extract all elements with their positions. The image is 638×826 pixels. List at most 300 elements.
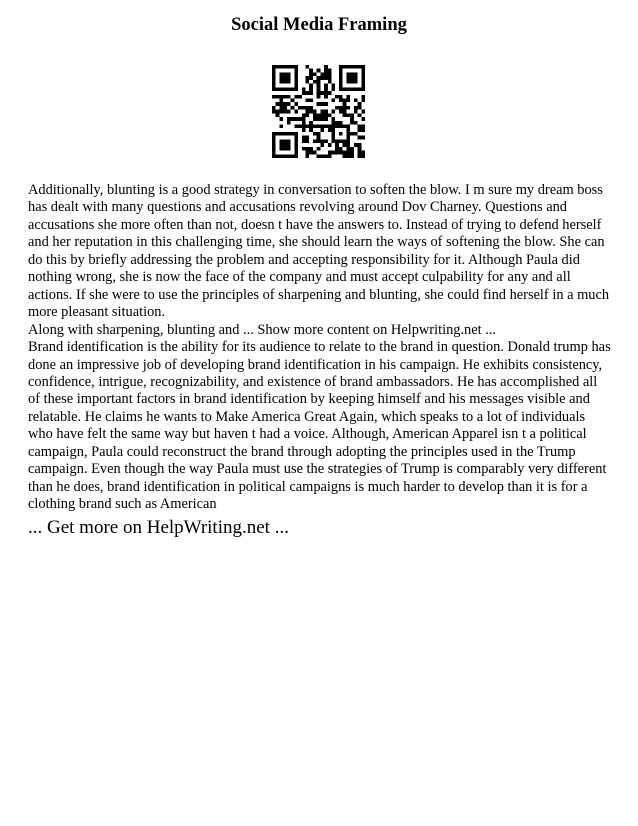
qr-module [328,80,332,84]
qr-module [361,95,365,99]
qr-module [339,72,343,76]
qr-module [291,87,295,91]
qr-module [361,69,365,73]
qr-module [361,136,365,140]
qr-module [339,147,343,151]
qr-module [354,87,358,91]
qr-module [294,87,298,91]
qr-module [309,125,313,129]
qr-module [287,110,291,114]
qr-module [335,151,339,155]
qr-module [339,84,343,88]
qr-module [324,95,328,99]
qr-module [298,95,302,99]
qr-module [354,143,358,147]
qr-module [361,117,365,121]
qr-module [276,132,280,136]
qr-module [279,132,283,136]
qr-module [324,154,328,158]
qr-module [339,121,343,125]
qr-module [317,76,321,80]
qr-module [354,65,358,69]
qr-module [346,80,350,84]
qr-module [361,125,365,129]
qr-module [309,72,313,76]
qr-module [358,136,362,140]
qr-module [279,98,283,102]
qr-module [287,154,291,158]
qr-module [358,102,362,106]
qr-module [346,147,350,151]
qr-module [272,87,276,91]
qr-module [272,110,276,114]
get-more-link[interactable]: ... Get more on HelpWriting.net ... [28,517,289,538]
qr-module [350,154,354,158]
qr-module [305,147,309,151]
qr-module [313,80,317,84]
qr-module [343,113,347,117]
qr-module [346,125,350,129]
qr-module [317,95,321,99]
qr-module [294,139,298,143]
qr-module [324,91,328,95]
qr-module [332,117,336,121]
qr-module [354,121,358,125]
qr-module [272,132,276,136]
qr-module [320,128,324,132]
qr-module [320,91,324,95]
qr-module [324,65,328,69]
qr-code-graphic [272,65,365,158]
qr-module [346,136,350,140]
qr-module [283,102,287,106]
qr-module [328,76,332,80]
qr-module [346,72,350,76]
qr-module [361,151,365,155]
qr-module [294,95,298,99]
qr-module [335,121,339,125]
qr-module [272,76,276,80]
qr-module [361,76,365,80]
qr-module [358,151,362,155]
qr-module [328,128,332,132]
qr-module [339,69,343,73]
qr-module [320,76,324,80]
qr-module [309,84,313,88]
qr-module [317,113,321,117]
qr-module [317,154,321,158]
qr-module [272,80,276,84]
qr-module [276,113,280,117]
qr-module [361,110,365,114]
qr-module [294,72,298,76]
qr-module [283,106,287,110]
qr-module [343,87,347,91]
qr-module [283,143,287,147]
qr-module [283,72,287,76]
qr-module [287,117,291,121]
qr-module [276,87,280,91]
qr-module [339,98,343,102]
qr-module [324,102,328,106]
qr-module [350,80,354,84]
qr-module [272,95,276,99]
qr-module [317,87,321,91]
qr-module [332,84,336,88]
qr-module [317,132,321,136]
qr-module [350,121,354,125]
qr-module [350,76,354,80]
qr-module [332,125,336,129]
qr-module [298,125,302,129]
qr-module [317,139,321,143]
qr-module [339,139,343,143]
qr-module [320,125,324,129]
qr-module [279,76,283,80]
qr-module [358,87,362,91]
qr-module [283,110,287,114]
qr-module [279,110,283,114]
qr-module [294,69,298,73]
qr-module [346,154,350,158]
qr-module [309,121,313,125]
qr-module [294,76,298,80]
qr-module [283,76,287,80]
qr-module [317,69,321,73]
qr-module [279,87,283,91]
qr-module [294,110,298,114]
qr-module [276,65,280,69]
qr-module [346,87,350,91]
qr-module [291,117,295,121]
qr-module [272,147,276,151]
qr-module [320,143,324,147]
qr-module [335,147,339,151]
qr-module [283,139,287,143]
qr-module [302,113,306,117]
qr-module [332,98,336,102]
qr-module [358,143,362,147]
qr-module [294,84,298,88]
qr-module [358,128,362,132]
qr-module [358,147,362,151]
qr-module [294,143,298,147]
qr-module [339,132,343,136]
qr-module [287,72,291,76]
qr-module [309,151,313,155]
qr-module [346,98,350,102]
qr-module [324,87,328,91]
qr-module [346,132,350,136]
qr-module [305,76,309,80]
qr-module [279,154,283,158]
qr-module [302,147,306,151]
qr-module [317,136,321,140]
qr-module [324,117,328,121]
qr-module [279,117,283,121]
qr-module [320,117,324,121]
qr-module [317,117,321,121]
qr-module [343,98,347,102]
qr-module [350,113,354,117]
show-more-link[interactable]: Along with sharpening, blunting and ... Show more content on Helpwriting.net ... [28,321,497,338]
qr-module [350,87,354,91]
qr-module [276,110,280,114]
qr-module [283,154,287,158]
qr-module [339,110,343,114]
qr-module [313,72,317,76]
qr-module [287,143,291,147]
qr-module [279,95,283,99]
qr-module [305,80,309,84]
qr-module [346,76,350,80]
qr-module [305,151,309,155]
qr-module [346,143,350,147]
qr-module [279,106,283,110]
qr-module [272,106,276,110]
qr-module [302,128,306,132]
qr-module [354,72,358,76]
qr-module [302,106,306,110]
qr-module [279,80,283,84]
qr-module [354,132,358,136]
qr-module [279,147,283,151]
qr-module [346,113,350,117]
qr-module [313,110,317,114]
qr-module [283,65,287,69]
qr-module [272,151,276,155]
qr-module [313,117,317,121]
qr-module [309,69,313,73]
qr-module [276,102,280,106]
qr-module [305,125,309,129]
qr-module [287,139,291,143]
qr-module [350,72,354,76]
qr-module [361,72,365,76]
qr-module [302,136,306,140]
qr-module [343,154,347,158]
qr-module [361,154,365,158]
qr-module [324,113,328,117]
qr-module [294,147,298,151]
qr-module [305,110,309,114]
qr-module [324,84,328,88]
qr-module [320,72,324,76]
qr-module [305,136,309,140]
qr-module [358,65,362,69]
qr-module [328,151,332,155]
qr-module [287,80,291,84]
qr-module [317,125,321,129]
qr-module [302,91,306,95]
qr-module [294,117,298,121]
qr-module [294,151,298,155]
paragraph-blunting: Additionally, blunting is a good strategy in conversation to soften the blow. I m sure my dream boss has dealt with many questions and accusations revolving around Dov Charney. Questions and accusations she more often than not, doesn t have the answers to. Instead of trying to defend herself and her reputation in this challenging time, she should learn the ways of softening the blow. She can do this by briefly addressing the problem and accepting responsibility for it. Although Paula did nothing wrong, she is now the face of the company and must accept culpability for any and all actions. If she were to use the principles of sharpening and blunting, she could find herself in a much more pleasant situation. [28,182,610,321]
qr-module [358,154,362,158]
qr-module [287,121,291,125]
qr-module [335,95,339,99]
qr-module [317,84,321,88]
qr-module [328,125,332,129]
qr-module [305,91,309,95]
qr-module [272,136,276,140]
qr-module [279,143,283,147]
qr-module [335,139,339,143]
qr-module [272,84,276,88]
qr-module [343,106,347,110]
qr-module [279,139,283,143]
qr-module [283,132,287,136]
qr-module [339,80,343,84]
qr-module [335,106,339,110]
qr-module [358,106,362,110]
qr-module [287,102,291,106]
qr-module [305,139,309,143]
qr-module [305,154,309,158]
qr-module [324,139,328,143]
qr-module [309,91,313,95]
qr-module [291,132,295,136]
qr-module [287,147,291,151]
qr-module [339,87,343,91]
qr-module [291,98,295,102]
qr-module [309,106,313,110]
qr-module [309,147,313,151]
qr-module [279,72,283,76]
qr-module [350,132,354,136]
qr-module [324,69,328,73]
page-title: Social Media Framing [231,15,407,35]
qr-module [328,69,332,73]
qr-module [309,87,313,91]
qr-module [305,65,309,69]
qr-module [287,87,291,91]
qr-module [332,128,336,132]
qr-module [343,139,347,143]
qr-module [328,91,332,95]
qr-module [302,117,306,121]
qr-module [317,147,321,151]
qr-module [343,110,347,114]
qr-module [346,106,350,110]
qr-module [361,84,365,88]
qr-module [279,65,283,69]
qr-module [283,147,287,151]
qr-module [354,106,358,110]
qr-module [291,106,295,110]
qr-module [283,87,287,91]
article-body [28,182,612,514]
qr-module [346,128,350,132]
qr-module [305,106,309,110]
qr-module [328,72,332,76]
qr-module [361,65,365,69]
qr-module [332,151,336,155]
qr-module [276,95,280,99]
qr-module [339,151,343,155]
qr-module [287,132,291,136]
qr-module [313,139,317,143]
qr-module [291,65,295,69]
qr-module [309,110,313,114]
qr-module [294,154,298,158]
qr-module [320,154,324,158]
qr-module [302,121,306,125]
qr-module [276,154,280,158]
qr-module [313,151,317,155]
qr-module [354,98,358,102]
qr-module [339,125,343,129]
qr-module [343,65,347,69]
qr-module [350,65,354,69]
qr-module [272,65,276,69]
qr-module [343,125,347,129]
qr-module [358,113,362,117]
qr-module [313,113,317,117]
qr-module [328,113,332,117]
paragraph-brand-identification: Brand identification is the ability for its audience to relate to the brand in question. Donald trump has done an impressive job of developing brand identification in his campaign. He exhibits consistency, confidence, intrigue, recognizability, and existence of brand ambassadors. He has accomplished all of these important factors in brand identification by keeping himself and his messages visible and relatable. He claims he wants to Make America Great Again, which speaks to a lot of individuals who have felt the same way but haven t had a voice. Although, American Apparel isn t a political campaign, Paula could reconstruct the brand through adopting the principles used in the Trump campaign. Even though the way Paula must use the strategies of Trump is comparably very different than he does, brand identification in political campaigns is much harder to develop than it is for a clothing brand such as American [28,339,611,513]
qr-module [339,76,343,80]
qr-module [309,76,313,80]
qr-module [354,80,358,84]
qr-module [287,65,291,69]
qr-module [346,95,350,99]
qr-module [272,139,276,143]
qr-module [272,69,276,73]
qr-module [332,136,336,140]
qr-module [339,106,343,110]
qr-module [339,65,343,69]
qr-module [294,125,298,129]
qr-module [320,110,324,114]
qr-module [279,102,283,106]
qr-module [332,110,336,114]
qr-module [294,136,298,140]
qr-module [305,113,309,117]
qr-module [361,98,365,102]
qr-module [332,87,336,91]
qr-module [361,87,365,91]
qr-module [309,128,313,132]
qr-module [317,91,321,95]
qr-module [302,139,306,143]
qr-module [272,154,276,158]
qr-module [335,125,339,129]
qr-module [343,143,347,147]
qr-module [343,102,347,106]
qr-module [361,80,365,84]
qr-module [350,151,354,155]
qr-module [354,76,358,80]
qr-module [346,151,350,155]
qr-module [283,95,287,99]
qr-module [309,98,313,102]
qr-module [287,95,291,99]
qr-module [279,125,283,129]
qr-module [361,128,365,132]
qr-module [335,143,339,147]
qr-module [346,139,350,143]
qr-module [294,102,298,106]
qr-module [294,65,298,69]
qr-module [320,102,324,106]
qr-module [332,121,336,125]
qr-module [324,76,328,80]
qr-module [328,154,332,158]
qr-module [283,80,287,84]
qr-module [294,80,298,84]
qr-module [324,72,328,76]
